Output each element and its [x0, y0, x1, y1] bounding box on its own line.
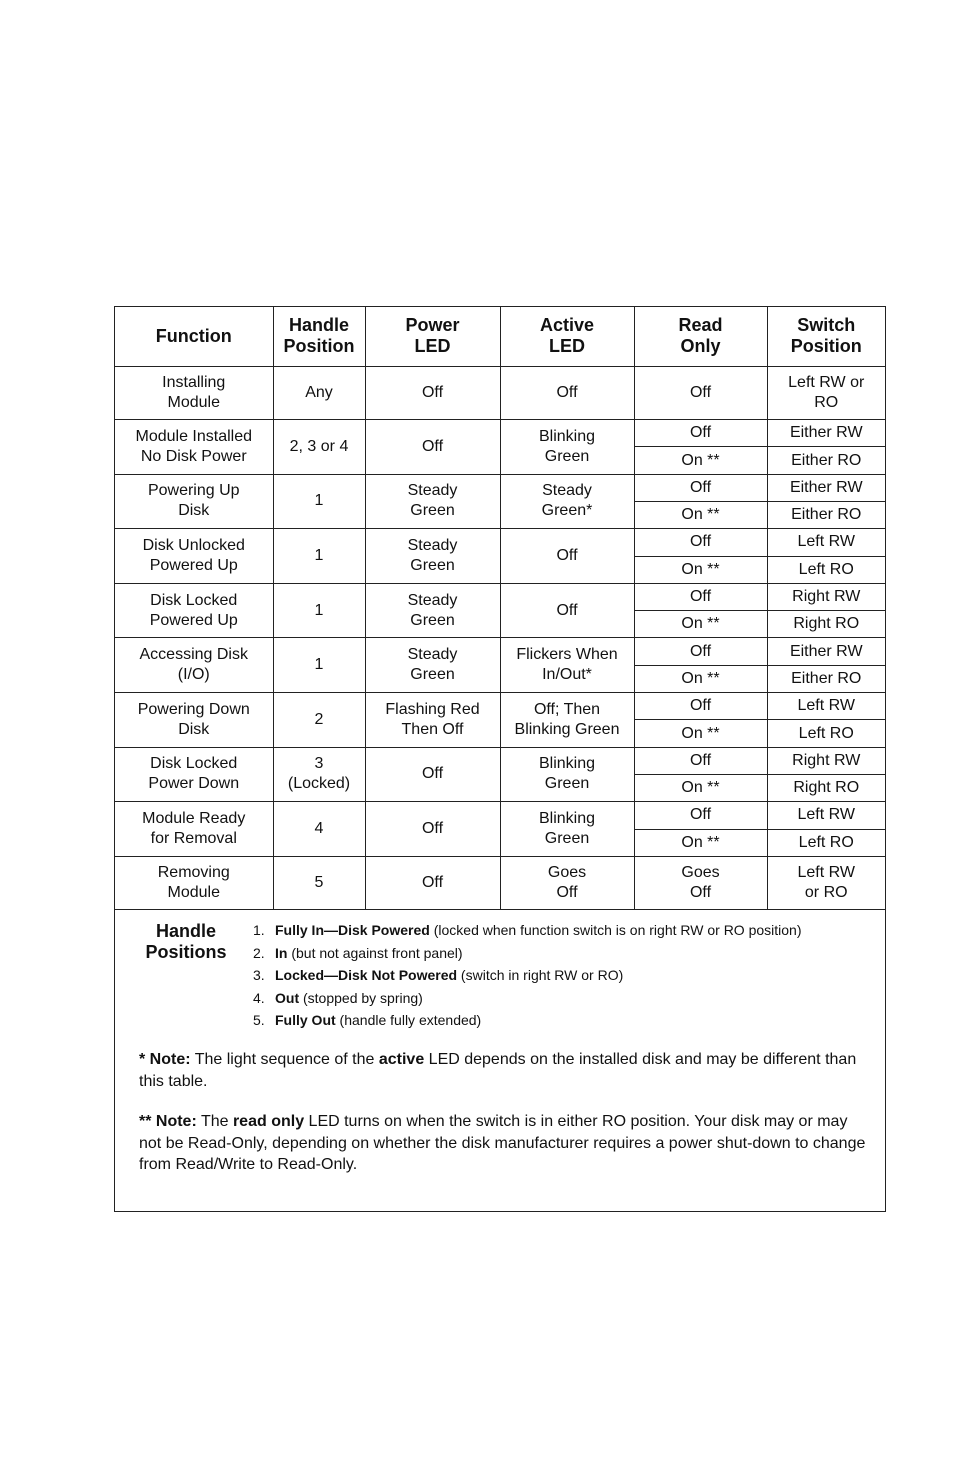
active-led-cell: Blinking Green	[500, 802, 634, 857]
power-led-cell: Off	[365, 802, 500, 857]
table-row	[115, 420, 885, 475]
read-only-cell-sub-cell: On **	[635, 501, 767, 528]
read-only-cell-sub-cell: Off	[689, 697, 712, 715]
note-keyword: read only	[232, 1113, 305, 1130]
switch-position-cell	[767, 747, 885, 802]
item-description: (stopped by spring)	[299, 989, 423, 1006]
power-led-cell: Steady Green	[365, 638, 500, 693]
power-led-cell: Off	[365, 747, 500, 802]
switch-position-cell-sub-cell: Left RO	[768, 556, 886, 583]
active-led-cell: Blinking Green	[500, 747, 634, 802]
item-label: In	[275, 944, 288, 961]
function-cell: Disk Locked Powered Up	[115, 583, 273, 638]
handle-position-item	[253, 1009, 802, 1032]
handle-position-cell: 1	[273, 638, 365, 693]
note-keyword: active	[378, 1051, 425, 1068]
power-led-cell: Off	[365, 420, 500, 475]
switch-position-cell-stack	[768, 529, 886, 583]
switch-position-cell-sub-cell: Left RW	[797, 697, 855, 715]
function-cell: Powering Up Disk	[115, 474, 273, 529]
power-led-cell: Steady Green	[365, 583, 500, 638]
handle-position-item	[253, 942, 802, 965]
header-power-led: Power LED	[365, 307, 500, 366]
switch-position-cell-sub-cell: Either RW	[789, 424, 863, 442]
switch-position-cell-stack	[768, 420, 886, 474]
switch-position-cell-sub-cell: Left RO	[768, 719, 886, 746]
active-led-cell: Off	[500, 366, 634, 420]
switch-position-cell: Left RW or RO	[767, 366, 885, 420]
read-only-cell: Off	[634, 366, 767, 420]
read-only-cell	[634, 802, 767, 857]
note-text: LED depends on the installed disk and may be different than this table.	[139, 1051, 857, 1090]
switch-position-cell	[767, 583, 885, 638]
read-only-cell-sub-cell: Off	[689, 588, 712, 606]
switch-position-cell-sub-cell: Either RW	[789, 642, 863, 660]
read-only-cell-stack	[635, 693, 767, 747]
header-switch-position: Switch Position	[767, 307, 885, 366]
item-number: 2.	[253, 944, 265, 961]
table-row	[115, 693, 885, 748]
item-description: (but not against front panel)	[287, 944, 463, 961]
function-cell: Installing Module	[115, 366, 273, 420]
active-led-cell: Blinking Green	[500, 420, 634, 475]
handle-position-cell: 1	[273, 529, 365, 584]
power-led-cell: Off	[365, 366, 500, 420]
switch-position-cell-sub-cell: Right RW	[792, 588, 861, 606]
handle-positions-list	[253, 919, 802, 1032]
read-only-cell-sub-cell: On **	[635, 446, 767, 473]
active-led-cell: Off	[500, 583, 634, 638]
switch-position-cell-sub-cell: Left RW	[797, 806, 855, 824]
read-only-cell-sub-cell: Off	[689, 533, 712, 551]
read-only-cell-sub-cell: On **	[635, 829, 767, 856]
switch-position-cell-stack	[768, 638, 886, 692]
function-cell: Disk Locked Power Down	[115, 747, 273, 802]
function-cell: Removing Module	[115, 856, 273, 910]
handle-position-cell: 5	[273, 856, 365, 910]
read-only-cell-sub-cell: Off	[689, 478, 712, 496]
read-only-cell-stack	[635, 420, 767, 474]
header-function: Function	[115, 307, 273, 366]
switch-position-cell-stack	[768, 693, 886, 747]
table-row	[115, 802, 885, 857]
handle-position-cell: 4	[273, 802, 365, 857]
led-status-table	[115, 307, 885, 910]
power-led-cell: Steady Green	[365, 474, 500, 529]
switch-position-cell-sub-cell: Either RW	[789, 478, 863, 496]
read-only-cell-stack	[635, 529, 767, 583]
switch-position-cell	[767, 474, 885, 529]
switch-position-cell-sub-cell: Right RO	[768, 774, 886, 801]
switch-position-cell	[767, 802, 885, 857]
table-row	[115, 366, 885, 420]
read-only-cell-stack	[635, 638, 767, 692]
read-only-cell-sub-cell: Off	[689, 424, 712, 442]
table-row	[115, 747, 885, 802]
handle-position-item	[253, 987, 802, 1010]
note-text: The light sequence of the	[190, 1051, 379, 1068]
item-number: 3.	[253, 967, 265, 984]
read-only-cell-sub-cell: On **	[635, 665, 767, 692]
item-number: 4.	[253, 989, 265, 1006]
item-description: (handle fully extended)	[335, 1012, 482, 1029]
handle-position-cell: 2, 3 or 4	[273, 420, 365, 475]
active-led-cell: Goes Off	[500, 856, 634, 910]
read-only-cell	[634, 474, 767, 529]
table-row	[115, 583, 885, 638]
header-handle-position: Handle Position	[273, 307, 365, 366]
power-led-cell: Off	[365, 856, 500, 910]
note-text: LED turns on when the switch is in either RO position. Your disk may or may not be Read-Only, depending on whether the disk manufacturer requires a power shut-down to change from Read/Write to Read-Only.	[139, 1113, 866, 1173]
function-cell: Disk Unlocked Powered Up	[115, 529, 273, 584]
handle-position-cell: 3 (Locked)	[273, 747, 365, 802]
document-frame	[114, 306, 886, 1212]
table-row	[115, 856, 885, 910]
switch-position-cell-sub-cell: Left RW	[797, 533, 855, 551]
read-only-cell	[634, 747, 767, 802]
item-description: (locked when function switch is on right RW or RO position)	[429, 922, 802, 938]
item-number: 1.	[253, 922, 265, 938]
switch-position-cell-sub-cell: Left RO	[768, 829, 886, 856]
note-lead: * Note:	[139, 1051, 191, 1068]
switch-position-cell	[767, 693, 885, 748]
header-active-led: Active LED	[500, 307, 634, 366]
read-only-cell-sub-cell: On **	[635, 719, 767, 746]
switch-position-cell	[767, 638, 885, 693]
read-only-cell	[634, 583, 767, 638]
read-only-cell-stack	[635, 475, 767, 529]
handle-position-cell: 2	[273, 693, 365, 748]
switch-position-cell-sub-cell: Either RO	[768, 501, 886, 528]
handle-position-item	[253, 919, 802, 942]
item-label: Out	[275, 989, 300, 1006]
read-only-cell	[634, 529, 767, 584]
handle-position-cell: Any	[273, 366, 365, 420]
switch-position-cell	[767, 420, 885, 475]
item-number: 5.	[253, 1012, 265, 1029]
read-only-cell	[634, 420, 767, 475]
item-label: Fully In—Disk Powered	[275, 922, 430, 938]
read-only-cell-sub-cell: Off	[689, 751, 712, 769]
handle-position-cell: 1	[273, 583, 365, 638]
note-text: The	[196, 1113, 233, 1130]
active-led-cell: Flickers When In/Out*	[500, 638, 634, 693]
item-description: (switch in right RW or RO)	[457, 967, 624, 984]
note-active-led	[139, 1049, 869, 1092]
handle-positions-heading: Handle Positions	[145, 921, 227, 962]
active-led-cell: Off; Then Blinking Green	[500, 693, 634, 748]
table-header-row	[115, 307, 885, 366]
function-cell: Accessing Disk (I/O)	[115, 638, 273, 693]
note-lead: ** Note:	[139, 1113, 197, 1130]
read-only-cell-stack	[635, 748, 767, 802]
active-led-cell: Steady Green*	[500, 474, 634, 529]
switch-position-cell-stack	[768, 584, 886, 638]
switch-position-cell-sub-cell: Right RO	[768, 610, 886, 637]
item-label: Locked—Disk Not Powered	[275, 967, 458, 984]
read-only-cell-stack	[635, 802, 767, 856]
switch-position-cell: Left RW or RO	[767, 856, 885, 910]
switch-position-cell-stack	[768, 748, 886, 802]
table-row	[115, 638, 885, 693]
read-only-cell-sub-cell: On **	[635, 774, 767, 801]
read-only-cell-sub-cell: Off	[689, 806, 712, 824]
handle-position-cell: 1	[273, 474, 365, 529]
read-only-cell-stack	[635, 584, 767, 638]
table-row	[115, 529, 885, 584]
function-cell: Powering Down Disk	[115, 693, 273, 748]
active-led-cell: Off	[500, 529, 634, 584]
switch-position-cell-sub-cell: Either RO	[768, 665, 886, 692]
read-only-cell-sub-cell: Off	[689, 642, 712, 660]
function-cell: Module Installed No Disk Power	[115, 420, 273, 475]
switch-position-cell-sub-cell: Right RW	[792, 751, 861, 769]
read-only-cell-sub-cell: On **	[635, 610, 767, 637]
note-read-only-led	[139, 1111, 869, 1176]
item-label: Fully Out	[275, 1012, 336, 1029]
read-only-cell: Goes Off	[634, 856, 767, 910]
switch-position-cell-sub-cell: Either RO	[768, 446, 886, 473]
switch-position-cell-stack	[768, 802, 886, 856]
function-cell: Module Ready for Removal	[115, 802, 273, 857]
header-read-only: Read Only	[634, 307, 767, 366]
table-row	[115, 474, 885, 529]
read-only-cell	[634, 693, 767, 748]
switch-position-cell-stack	[768, 475, 886, 529]
read-only-cell-sub-cell: On **	[635, 556, 767, 583]
power-led-cell: Flashing Red Then Off	[365, 693, 500, 748]
power-led-cell: Steady Green	[365, 529, 500, 584]
switch-position-cell	[767, 529, 885, 584]
handle-position-item	[253, 964, 802, 987]
read-only-cell	[634, 638, 767, 693]
